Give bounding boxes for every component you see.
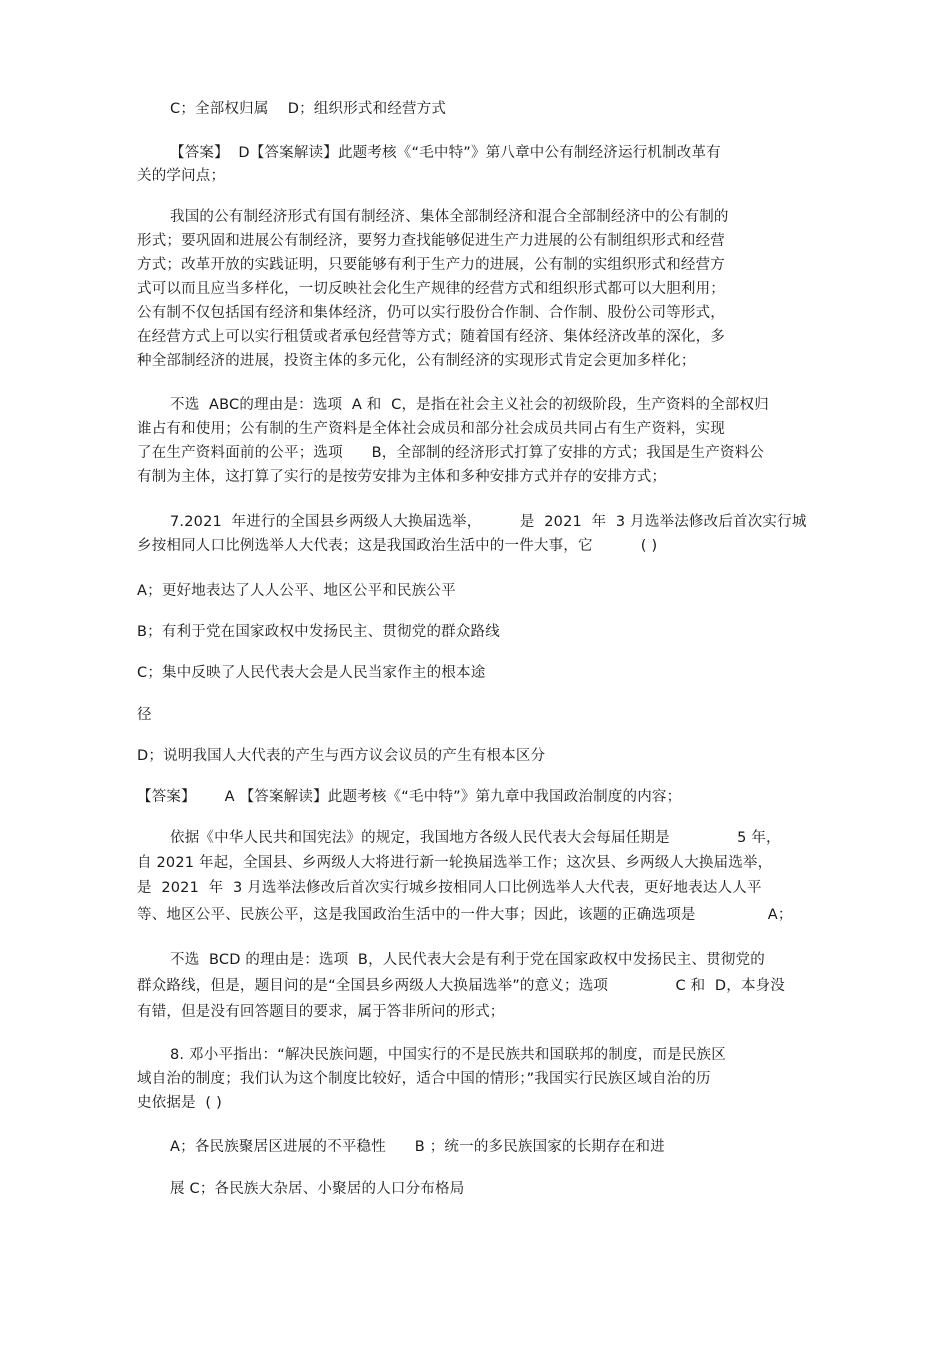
option-line: C；全部权归属 D；组织形式和经营方式: [170, 101, 447, 117]
text-line: 谁占有和使用；公有制的生产资料是全体社会成员和部分社会成员共同占有生产资料，实现: [137, 421, 725, 437]
text-line: 了在生产资料面前的公平；选项 B，全部制的经济形式打算了安排的方式；我国是生产资料公: [137, 445, 764, 461]
text-line: 有错，但是没有回答题目的要求，属于答非所问的形式；: [137, 1004, 505, 1020]
text-line: 公有制不仅包括国有经济和集体经济，仍可以实行股份合作制、合作制、股份公司等形式，: [137, 305, 725, 321]
question-line: 史依据是 ( ): [137, 1095, 222, 1111]
text-line: 是 2021 年 3 月选举法修改后首次实行城乡按相同人口比例选举人大代表，更好地表达人人平: [137, 880, 762, 896]
answer-line: 【答案】 D【答案解读】此题考核《“毛中特”》第八章中公有制经济运行机制改革有: [170, 145, 721, 161]
text-line: 关的学问点；: [137, 168, 226, 184]
answer-line: 【答案】 A 【答案解读】此题考核《“毛中特”》第九章中我国政治制度的内容；: [137, 789, 682, 805]
option-line: D；说明我国人大代表的产生与西方议会议员的产生有根本区分: [137, 748, 546, 764]
question-line: 8. 邓小平指出：“解决民族问题，中国实行的不是民族共和国联邦的制度，而是民族区: [170, 1047, 726, 1063]
option-line: 径: [137, 707, 152, 723]
question-line: 乡按相同人口比例选举人大代表；这是我国政治生活中的一件大事，它 ( ): [137, 538, 658, 554]
option-line: 展 C；各民族大杂居、小聚居的人口分布格局: [170, 1181, 465, 1197]
text-line: 依据《中华人民共和国宪法》的规定，我国地方各级人民代表大会每届任期是 5 年，: [170, 830, 781, 846]
option-line: B；有利于党在国家政权中发扬民主、贯彻党的群众路线: [137, 624, 500, 640]
option-line: A；各民族聚居区进展的不平稳性 B ；统一的多民族国家的长期存在和进: [170, 1139, 665, 1155]
text-line: 种全部制经济的进展，投资主体的多元化，公有制经济的实现形式肯定会更加多样化；: [137, 353, 696, 369]
text-line: 不选 BCD 的理由是：选项 B，人民代表大会是有利于党在国家政权中发扬民主、贯彻党的: [170, 952, 765, 968]
text-line: 我国的公有制经济形式有国有制经济、集体全部制经济和混合全部制经济中的公有制的: [170, 209, 729, 225]
text-line: 有制为主体，这打算了实行的是按劳安排为主体和多种安排方式并存的安排方式；: [137, 469, 667, 485]
text-line: 式可以而且应当多样化，一切反映社会化生产规律的经营方式和组织形式都可以大胆利用；: [137, 281, 725, 297]
option-line: A；更好地表达了人人公平、地区公平和民族公平: [137, 583, 456, 599]
text-line: 在经营方式上可以实行租赁或者承包经营等方式；随着国有经济、集体经济改革的深化，多: [137, 329, 725, 345]
option-line: C；集中反映了人民代表大会是人民当家作主的根本途: [137, 665, 486, 681]
text-line: 群众路线，但是，题目问的是“全国县乡两级人大换届选举”的意义；选项 C 和 D，本身没: [137, 978, 786, 994]
text-line: 方式；改革开放的实践证明，只要能够有利于生产力的进展，公有制的实组织形式和经营方: [137, 257, 725, 273]
text-line: 形式；要巩固和进展公有制经济，要努力查找能够促进生产力进展的公有制组织形式和经营: [137, 233, 725, 249]
text-line: 等、地区公平、民族公平，这是我国政治生活中的一件大事；因此，该题的正确选项是 A；: [137, 907, 793, 923]
text-line: 自 2021 年起，全国县、乡两级人大将进行新一轮换届选举工作；这次县、乡两级人大换届选举，: [137, 855, 773, 871]
text-line: 不选 ABC的理由是：选项 A 和 C，是指在社会主义社会的初级阶段，生产资料的全部权归: [170, 397, 769, 413]
question-line: 域自治的制度；我们认为这个制度比较好，适合中国的情形；”我国实行民族区域自治的历: [137, 1071, 711, 1087]
question-line: 7.2021 年进行的全国县乡两级人大换届选举， 是 2021 年 3 月选举法修改后首次实行城: [170, 514, 807, 530]
